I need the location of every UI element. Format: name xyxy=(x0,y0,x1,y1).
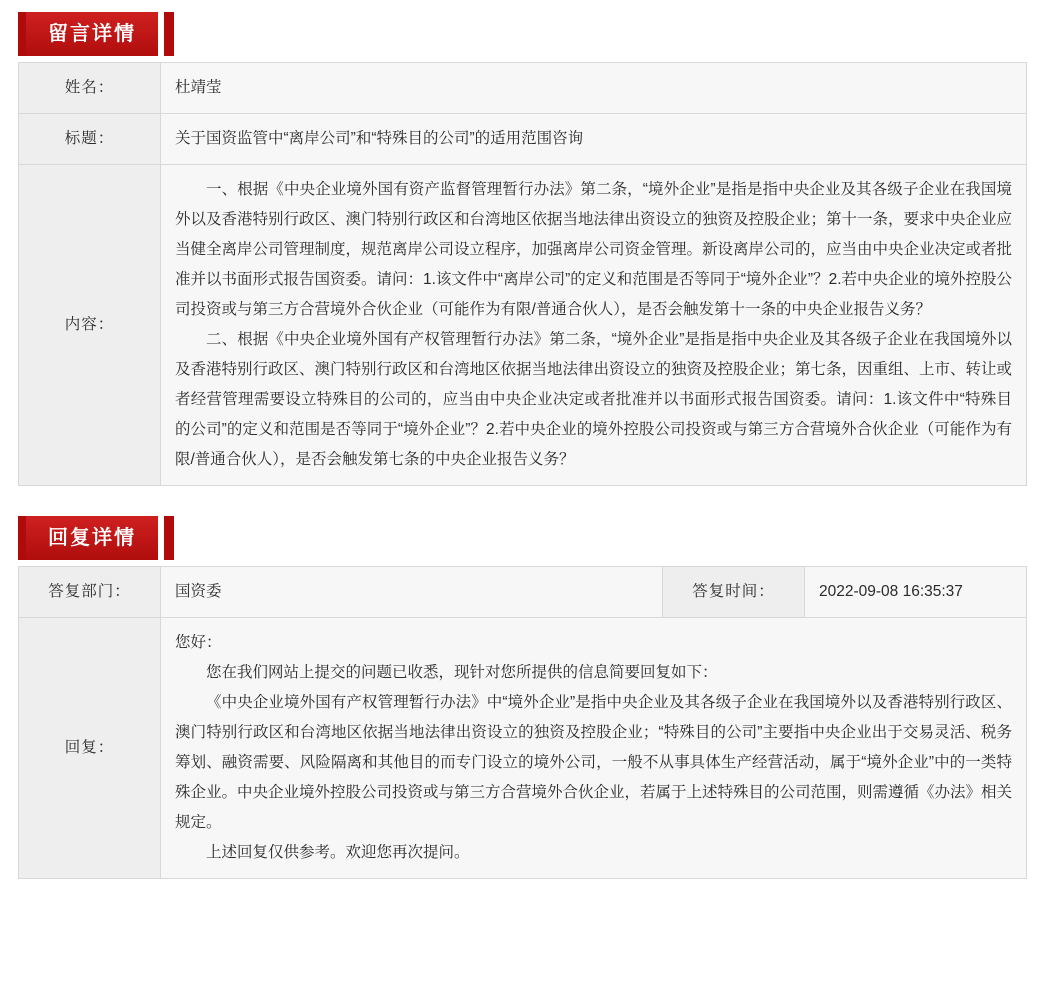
name-label: 姓名： xyxy=(19,63,161,114)
header-left-bar xyxy=(18,516,26,560)
message-section-title: 留言详情 xyxy=(26,12,158,56)
content-paragraph-2: 二、根据《中央企业境外国有产权管理暂行办法》第二条，“境外企业”是指是指中央企业及其各级子企业在我国境外以及香港特别行政区、澳门特别行政区和台湾地区依据当地法律出资设立的独资及控股企业；第七条，因重组、上市、转让或者经营管理需要设立特殊目的公司的，应当由中央企业决定或者批准并以书面形式报告国资委。请问：1.该文件中“特殊目的公司”的定义和范围是否等同于“境外企业”？2.若中央企业的境外控股公司投资或与第三方合营境外合伙企业（可能作为有限/普通合伙人），是否会触发第七条的中央企业报告义务？ xyxy=(175,331,1013,468)
reply-value xyxy=(161,618,1027,879)
reply-dept-label: 答复部门： xyxy=(19,567,161,618)
reply-paragraph-1: 您好： xyxy=(175,634,222,651)
reply-section-title: 回复详情 xyxy=(26,516,158,560)
reply-paragraph-3: 《中央企业境外国有产权管理暂行办法》中“境外企业”是指中央企业及其各级子企业在我国境外以及香港特别行政区、澳门特别行政区和台湾地区依据当地法律出资设立的独资及控股企业；“特殊目的公司”主要指中央企业出于交易灵活、税务筹划、融资需要、风险隔离和其他目的而专门设立的境外公司，一般不从事具体生产经营活动，属于“境外企业”中的一类特殊企业。中央企业境外控股公司投资或与第三方合营境外合伙企业，若属于上述特殊目的公司范围，则需遵循《办法》相关规定。 xyxy=(175,694,1013,831)
reply-dept-value: 国资委 xyxy=(161,567,663,618)
table-row xyxy=(19,63,1027,114)
content-value xyxy=(161,165,1027,486)
reply-label: 回复： xyxy=(19,618,161,879)
header-right-bar xyxy=(164,12,174,56)
table-row xyxy=(19,567,1027,618)
reply-info-table xyxy=(18,566,1027,879)
reply-paragraph-2: 您在我们网站上提交的问题已收悉，现针对您所提供的信息简要回复如下： xyxy=(206,664,718,681)
page-root xyxy=(0,12,1045,879)
content-label: 内容： xyxy=(19,165,161,486)
reply-time-value: 2022-09-08 16:35:37 xyxy=(805,567,1027,618)
title-value: 关于国资监管中“离岸公司”和“特殊目的公司”的适用范围咨询 xyxy=(161,114,1027,165)
reply-section-header xyxy=(0,516,1045,560)
reply-paragraph-4: 上述回复仅供参考。欢迎您再次提问。 xyxy=(206,844,470,861)
header-right-bar xyxy=(164,516,174,560)
message-info-table xyxy=(18,62,1027,486)
section-spacer xyxy=(0,496,1045,504)
table-row xyxy=(19,165,1027,486)
table-row xyxy=(19,114,1027,165)
reply-time-label: 答复时间： xyxy=(663,567,805,618)
content-paragraph-1: 一、根据《中央企业境外国有资产监督管理暂行办法》第二条，“境外企业”是指是指中央企业及其各级子企业在我国境外以及香港特别行政区、澳门特别行政区和台湾地区依据当地法律出资设立的独资及控股企业；第十一条，要求中央企业应当健全离岸公司管理制度，规范离岸公司设立程序，加强离岸公司资金管理。新设离岸公司的，应当由中央企业决定或者批准并以书面形式报告国资委。请问：1.该文件中“离岸公司”的定义和范围是否等同于“境外企业”？2.若中央企业的境外控股公司投资或与第三方合营境外合伙企业（可能作为有限/普通合伙人），是否会触发第十一条的中央企业报告义务？ xyxy=(175,181,1013,318)
name-value: 杜靖莹 xyxy=(161,63,1027,114)
title-label: 标题： xyxy=(19,114,161,165)
header-left-bar xyxy=(18,12,26,56)
table-row xyxy=(19,618,1027,879)
message-section-header xyxy=(0,12,1045,56)
